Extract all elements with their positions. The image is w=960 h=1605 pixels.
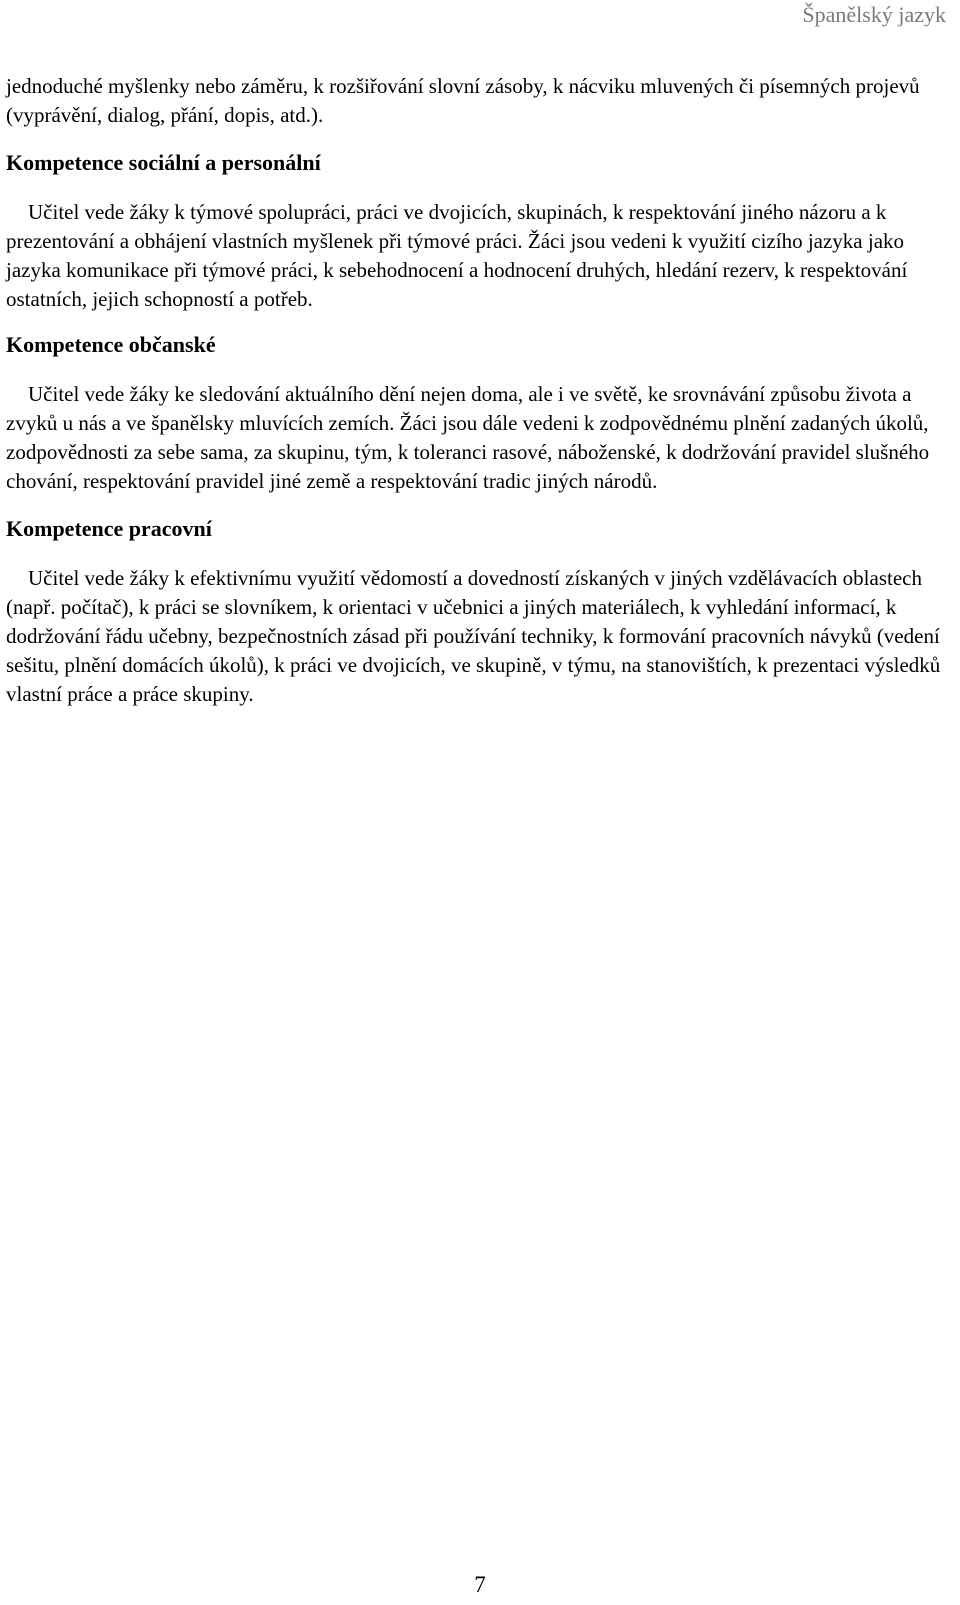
page-content — [6, 72, 942, 709]
page-number: 7 — [474, 1572, 486, 1597]
section-heading-social-personal: Kompetence sociální a personální — [6, 150, 321, 175]
section-text-civic: Učitel vede žáky ke sledování aktuálního dění nejen doma, ale i ve světě, ke srovnávání způsobu života a zvyků u nás a ve španělsky mluvících zemích. Žáci jsou dále vedeni k zodpovědnému plnění zadaných úkolů, zodpovědnosti za sebe sama, za skupinu, tým, k toleranci rasové, náboženské, k dodržování pravidel slušného chování, respektování pravidel jiné země a respektování tradic jiných národů. — [6, 382, 930, 493]
running-header-title: Španělský jazyk — [802, 2, 946, 27]
intro-continuation-paragraph: jednoduché myšlenky nebo záměru, k rozšiřování slovní zásoby, k nácviku mluvených či písemných projevů (vyprávění, dialog, přání, dopis, atd.). — [6, 74, 920, 127]
section-text-work: Učitel vede žáky k efektivnímu využití vědomostí a dovedností získaných v jiných vzdělávacích oblastech (např. počítač), k práci se slovníkem, k orientaci v učebnici a jiných materiálech, k vyhledání informací, k dodržování řádu učebny, bezpečnostních zásad při používání techniky, k formování pracovních návyků (vedení sešitu, plnění domácích úkolů), k práci ve dvojicích, ve skupině, v týmu, na stanovištích, k prezentaci výsledků vlastní práce a práce skupiny. — [6, 566, 941, 706]
section-text-social-personal: Učitel vede žáky k týmové spolupráci, práci ve dvojicích, skupinách, k respektování jiného názoru a k prezentování a obhájení vlastních myšlenek při týmové práci. Žáci jsou vedeni k využití cizího jazyka jako jazyka komunikace při týmové práci, k sebehodnocení a hodnocení druhých, hledání rezerv, k respektování ostatních, jejich schopností a potřeb. — [6, 200, 908, 311]
section-heading-work: Kompetence pracovní — [6, 516, 212, 541]
section-heading-civic: Kompetence občanské — [6, 332, 216, 357]
